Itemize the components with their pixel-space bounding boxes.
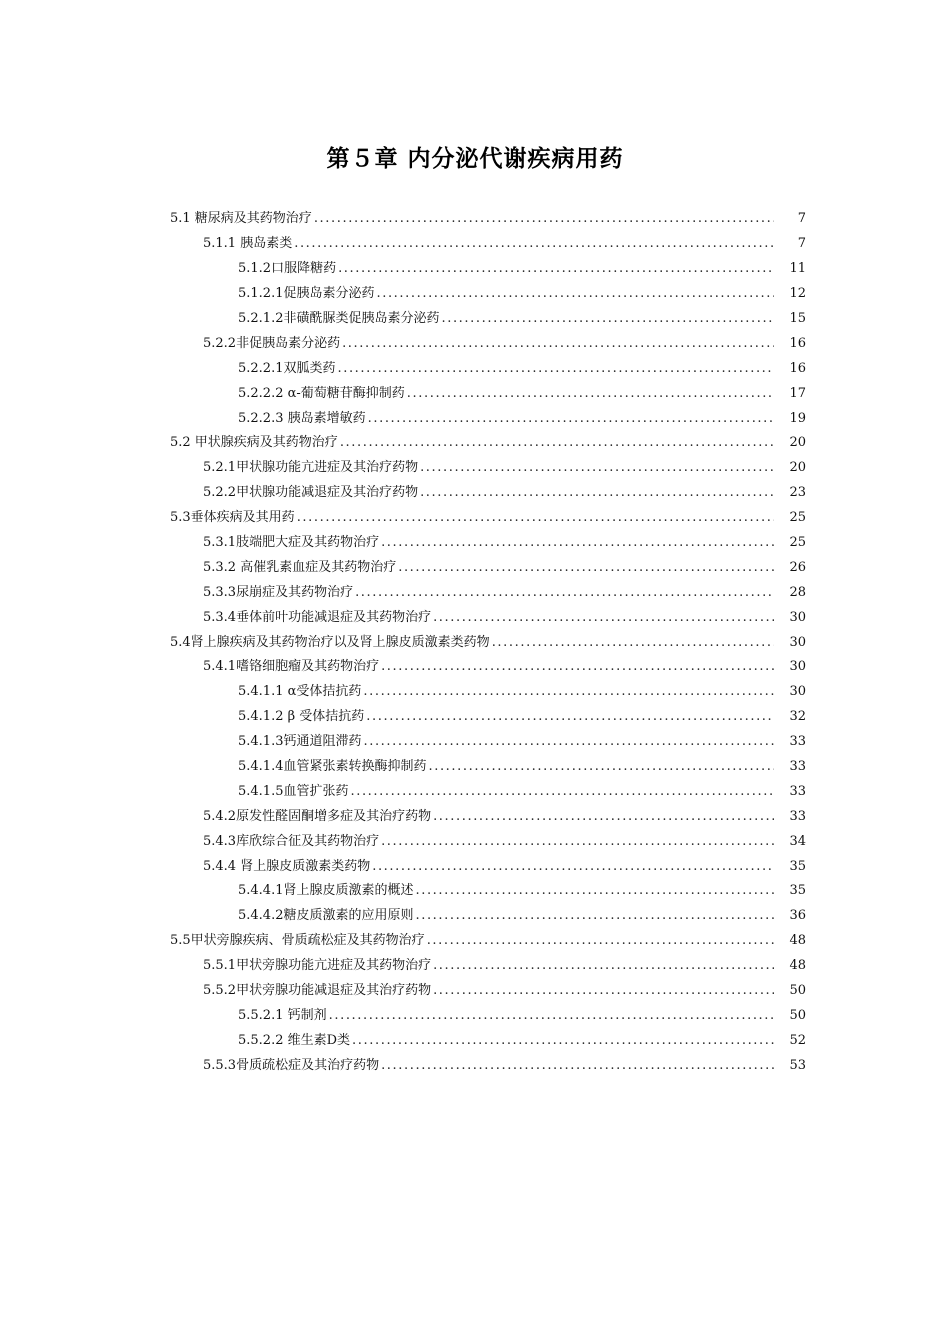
toc-entry[interactable] bbox=[0, 282, 950, 307]
dot-leader bbox=[415, 908, 774, 924]
dot-leader bbox=[427, 933, 774, 949]
toc-entry-page-number: 33 bbox=[789, 759, 806, 775]
toc-entry-label: 5.1.2口服降糖药 bbox=[238, 261, 337, 277]
toc-entry[interactable] bbox=[0, 456, 950, 481]
dot-leader bbox=[433, 958, 774, 974]
dot-leader bbox=[350, 784, 774, 800]
toc-entry[interactable] bbox=[0, 779, 950, 804]
toc-entry[interactable] bbox=[0, 755, 950, 780]
toc-entry-page-number: 33 bbox=[789, 808, 806, 824]
dot-leader bbox=[381, 535, 774, 551]
toc-entry[interactable] bbox=[0, 431, 950, 456]
toc-entry-label: 5.3.4垂体前叶功能减退症及其药物治疗 bbox=[203, 609, 432, 625]
dot-leader bbox=[352, 1033, 774, 1049]
toc-entry-page-number: 23 bbox=[789, 485, 806, 501]
toc-entry-label: 5.3.2 高催乳素血症及其药物治疗 bbox=[203, 559, 397, 575]
toc-entry[interactable] bbox=[0, 954, 950, 979]
toc-entry-label: 5.4.1.4血管紧张素转换酶抑制药 bbox=[238, 759, 427, 775]
toc-entry-page-number: 7 bbox=[797, 211, 806, 227]
toc-entry-page-number: 32 bbox=[789, 709, 806, 725]
toc-entry-label: 5.2.1甲状腺功能亢进症及其治疗药物 bbox=[203, 460, 419, 476]
dot-leader bbox=[342, 336, 774, 352]
toc-entry-page-number: 19 bbox=[789, 410, 806, 426]
dot-leader bbox=[363, 684, 774, 700]
toc-entry-page-number: 30 bbox=[789, 634, 806, 650]
toc-entry[interactable] bbox=[0, 356, 950, 381]
dot-leader bbox=[355, 585, 774, 601]
toc-entry-label: 5.3.3尿崩症及其药物治疗 bbox=[203, 584, 354, 600]
toc-entry[interactable] bbox=[0, 680, 950, 705]
dot-leader bbox=[314, 211, 774, 227]
toc-entry[interactable] bbox=[0, 481, 950, 506]
toc-entry-page-number: 17 bbox=[789, 385, 806, 401]
toc-entry[interactable] bbox=[0, 904, 950, 929]
dot-leader bbox=[407, 386, 774, 402]
toc-entry-page-number: 16 bbox=[789, 335, 806, 351]
toc-entry-page-number: 35 bbox=[789, 858, 806, 874]
toc-entry[interactable] bbox=[0, 1028, 950, 1053]
toc-entry-label: 5.2.2非促胰岛素分泌药 bbox=[203, 335, 341, 351]
toc-entry-page-number: 53 bbox=[789, 1057, 806, 1073]
toc-entry-page-number: 20 bbox=[789, 435, 806, 451]
dot-leader bbox=[363, 734, 774, 750]
toc-entry-label: 5.5甲状旁腺疾病、骨质疏松症及其药物治疗 bbox=[170, 933, 425, 949]
toc-entry-page-number: 25 bbox=[789, 510, 806, 526]
toc-entry[interactable] bbox=[0, 979, 950, 1004]
toc-entry[interactable] bbox=[0, 730, 950, 755]
dot-leader bbox=[376, 286, 774, 302]
toc-entry-page-number: 26 bbox=[789, 559, 806, 575]
toc-entry-page-number: 35 bbox=[789, 883, 806, 899]
toc-entry[interactable] bbox=[0, 257, 950, 282]
toc-entry-label: 5.5.3骨质疏松症及其治疗药物 bbox=[203, 1057, 380, 1073]
chapter-title: 第５章 内分泌代谢疾病用药 bbox=[326, 146, 624, 172]
toc-entry-page-number: 12 bbox=[789, 286, 806, 302]
toc-entry-page-number: 52 bbox=[789, 1032, 806, 1048]
toc-entry-page-number: 50 bbox=[789, 1007, 806, 1023]
toc-entry[interactable] bbox=[0, 207, 950, 232]
toc-entry-label: 5.5.2.2 维生素D类 bbox=[238, 1032, 351, 1048]
toc-entry[interactable] bbox=[0, 929, 950, 954]
toc-entry-page-number: 25 bbox=[789, 535, 806, 551]
dot-leader bbox=[338, 261, 774, 277]
toc-entry-label: 5.3.1肢端肥大症及其药物治疗 bbox=[203, 535, 380, 551]
dot-leader bbox=[420, 460, 774, 476]
toc-entry-page-number: 30 bbox=[789, 684, 806, 700]
toc-entry-label: 5.2 甲状腺疾病及其药物治疗 bbox=[170, 435, 338, 451]
dot-leader bbox=[415, 883, 774, 899]
dot-leader bbox=[428, 759, 774, 775]
toc-entry-page-number: 50 bbox=[789, 983, 806, 999]
dot-leader bbox=[398, 560, 774, 576]
toc-entry-label: 5.2.2.2 α-葡萄糖苷酶抑制药 bbox=[238, 385, 405, 401]
dot-leader bbox=[433, 610, 774, 626]
toc-entry-page-number: 48 bbox=[789, 933, 806, 949]
toc-entry[interactable] bbox=[0, 232, 950, 257]
toc-entry-label: 5.3垂体疾病及其用药 bbox=[170, 510, 295, 526]
table-of-contents bbox=[0, 207, 950, 1078]
dot-leader bbox=[441, 311, 774, 327]
toc-entry[interactable] bbox=[0, 1053, 950, 1078]
dot-leader bbox=[433, 809, 774, 825]
toc-entry[interactable] bbox=[0, 307, 950, 332]
toc-entry-label: 5.1 糖尿病及其药物治疗 bbox=[170, 211, 312, 227]
toc-entry-label: 5.4.3库欣综合征及其药物治疗 bbox=[203, 833, 380, 849]
toc-entry[interactable] bbox=[0, 1004, 950, 1029]
toc-entry[interactable] bbox=[0, 630, 950, 655]
toc-entry-label: 5.4.1.3钙通道阻滞药 bbox=[238, 734, 362, 750]
toc-entry-label: 5.4.1.1 α受体拮抗药 bbox=[238, 684, 362, 700]
dot-leader bbox=[340, 435, 774, 451]
toc-entry-page-number: 36 bbox=[789, 908, 806, 924]
toc-entry-page-number: 20 bbox=[789, 460, 806, 476]
toc-entry-label: 5.1.2.1促胰岛素分泌药 bbox=[238, 286, 375, 302]
toc-entry[interactable] bbox=[0, 879, 950, 904]
toc-entry-label: 5.5.2.1 钙制剂 bbox=[238, 1007, 327, 1023]
toc-entry[interactable] bbox=[0, 804, 950, 829]
toc-entry-label: 5.4.1.2 β 受体拮抗药 bbox=[238, 709, 365, 725]
toc-entry-label: 5.5.1甲状旁腺功能亢进症及其药物治疗 bbox=[203, 958, 432, 974]
toc-entry-label: 5.4.2原发性醛固酮增多症及其治疗药物 bbox=[203, 808, 432, 824]
dot-leader bbox=[492, 635, 774, 651]
toc-entry-page-number: 16 bbox=[789, 360, 806, 376]
toc-entry-page-number: 34 bbox=[789, 833, 806, 849]
toc-entry-page-number: 33 bbox=[789, 783, 806, 799]
dot-leader bbox=[294, 236, 774, 252]
toc-entry[interactable] bbox=[0, 381, 950, 406]
dot-leader bbox=[329, 1008, 774, 1024]
toc-entry-label: 5.4.4.2糖皮质激素的应用原则 bbox=[238, 908, 414, 924]
toc-entry-page-number: 11 bbox=[789, 261, 806, 277]
toc-entry-label: 5.4.4 肾上腺皮质激素类药物 bbox=[203, 858, 371, 874]
dot-leader bbox=[433, 983, 774, 999]
dot-leader bbox=[337, 361, 774, 377]
toc-entry[interactable] bbox=[0, 829, 950, 854]
toc-entry-page-number: 30 bbox=[789, 659, 806, 675]
toc-entry[interactable] bbox=[0, 580, 950, 605]
toc-entry-page-number: 15 bbox=[789, 311, 806, 326]
toc-entry-label: 5.2.2.3 胰岛素增敏药 bbox=[238, 410, 366, 426]
toc-entry[interactable] bbox=[0, 406, 950, 431]
dot-leader bbox=[372, 859, 774, 875]
toc-entry[interactable] bbox=[0, 705, 950, 730]
dot-leader bbox=[381, 1058, 774, 1074]
toc-entry-label: 5.4.1嗜铬细胞瘤及其药物治疗 bbox=[203, 659, 380, 675]
dot-leader bbox=[366, 709, 774, 725]
dot-leader bbox=[381, 834, 774, 850]
toc-entry-label: 5.4肾上腺疾病及其药物治疗以及肾上腺皮质激素类药物 bbox=[170, 634, 490, 650]
toc-entry-label: 5.2.2.1双胍类药 bbox=[238, 360, 336, 376]
dot-leader bbox=[420, 485, 774, 501]
toc-entry-label: 5.1.1 胰岛素类 bbox=[203, 236, 293, 252]
toc-entry-label: 5.2.1.2非磺酰脲类促胰岛素分泌药 bbox=[238, 311, 440, 326]
dot-leader bbox=[381, 659, 774, 675]
dot-leader bbox=[368, 411, 774, 427]
toc-entry[interactable] bbox=[0, 605, 950, 630]
toc-entry-label: 5.2.2甲状腺功能减退症及其治疗药物 bbox=[203, 485, 419, 501]
toc-entry-page-number: 28 bbox=[789, 584, 806, 600]
toc-entry-page-number: 33 bbox=[789, 734, 806, 750]
toc-entry[interactable] bbox=[0, 331, 950, 356]
toc-entry-label: 5.4.1.5血管扩张药 bbox=[238, 783, 349, 799]
toc-entry-page-number: 7 bbox=[797, 236, 806, 252]
toc-entry-label: 5.4.4.1肾上腺皮质激素的概述 bbox=[238, 883, 414, 899]
toc-entry[interactable] bbox=[0, 655, 950, 680]
toc-entry-label: 5.5.2甲状旁腺功能减退症及其治疗药物 bbox=[203, 983, 432, 999]
toc-entry[interactable] bbox=[0, 531, 950, 556]
toc-entry-page-number: 48 bbox=[789, 958, 806, 974]
toc-entry[interactable] bbox=[0, 854, 950, 879]
toc-entry[interactable] bbox=[0, 506, 950, 531]
dot-leader bbox=[297, 510, 774, 526]
toc-entry-page-number: 30 bbox=[789, 609, 806, 625]
toc-entry[interactable] bbox=[0, 555, 950, 580]
